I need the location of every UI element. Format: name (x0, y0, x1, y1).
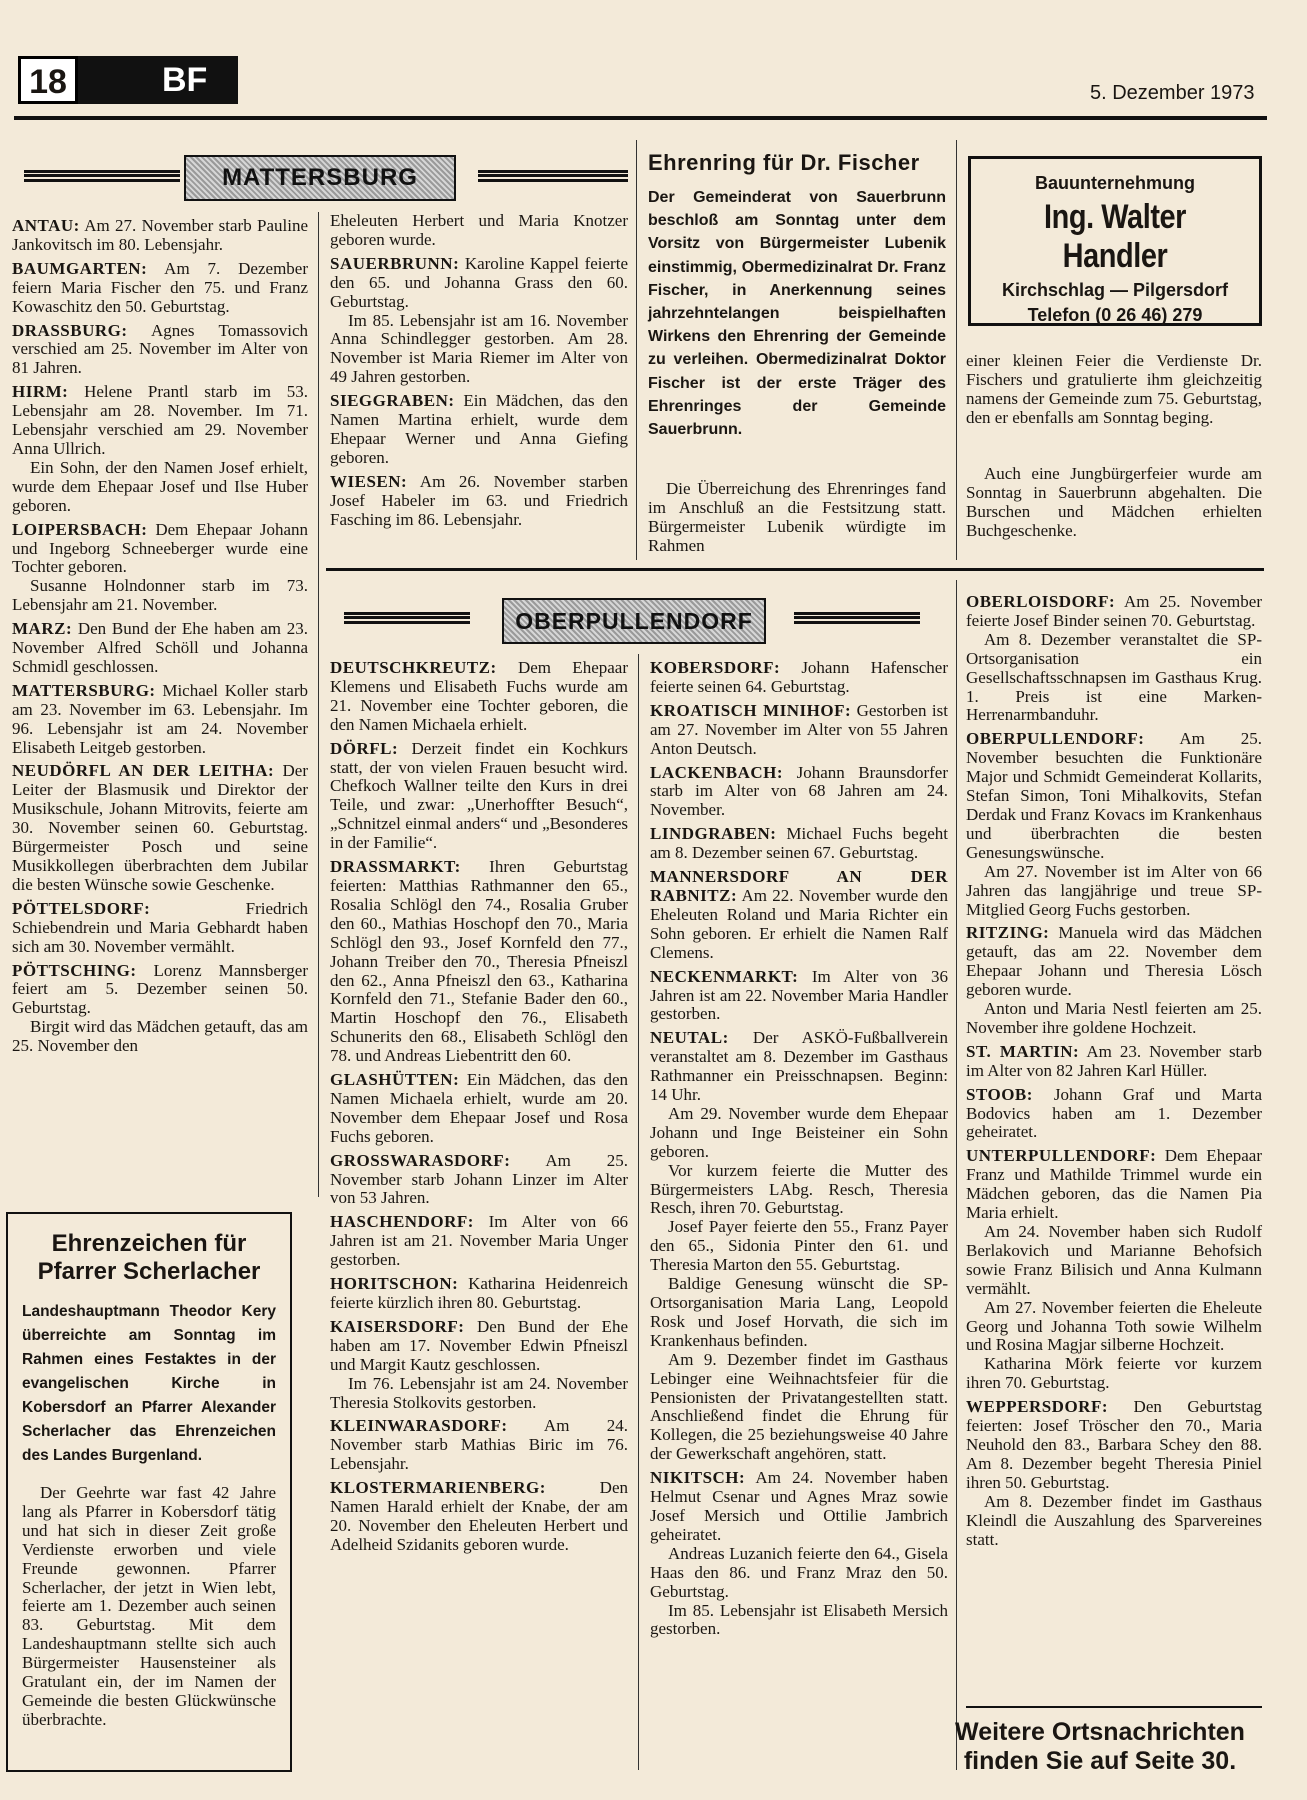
news-item (330, 1071, 628, 1147)
news-item (966, 1299, 1262, 1356)
news-item (966, 631, 1262, 726)
banner-lines-right (478, 170, 628, 182)
news-text: Am 24. November starb Mathias Biric im 76. Lebensjahr. (330, 1416, 628, 1474)
news-text: Helene Prantl starb im 53. Lebensjahr am 28. November. Im 71. Lebensjahr verschied am 29. November Anna Ullrich. (12, 382, 308, 458)
banner-lines-left (24, 170, 180, 182)
news-text: Im Alter von 66 Jahren ist am 21. November Maria Unger gestorben. (330, 1212, 628, 1270)
news-text: Im 85. Lebensjahr ist Elisabeth Mersich gestorben. (650, 1600, 948, 1639)
place-name: NIKITSCH: (650, 1468, 746, 1488)
news-text: Katharina Heidenreich feierte kürzlich ihren 80. Geburtstag. (330, 1274, 628, 1312)
place-name: MANNERSDORF AN DER RABNITZ: (650, 867, 948, 905)
place-name: ANTAU: (12, 216, 80, 235)
oberpullendorf-column-1 (330, 654, 628, 1555)
news-item (966, 1043, 1262, 1081)
section-banner-mattersburg: MATTERSBURG (184, 155, 456, 201)
news-item (966, 730, 1262, 862)
news-item (330, 1152, 628, 1209)
news-text: Ein Mädchen, das den Namen Michaela erhielt, wurde am 20. November dem Ehepaar Josef und Rosa Fuchs geboren. (330, 1070, 628, 1146)
section-label: BF (78, 56, 238, 104)
place-name: MARZ: (12, 619, 73, 639)
ad-phone: Telefon (0 26 46) 279 (1027, 305, 1203, 325)
place-name: SAUERBRUNN: (330, 253, 460, 273)
news-item (650, 968, 948, 1025)
more-news-note (950, 1718, 1250, 1776)
more-news-line-2: finden Sie auf Seite 30. (963, 1747, 1237, 1775)
news-item (330, 473, 628, 530)
page-number: 18 (18, 56, 78, 104)
news-item (330, 255, 628, 312)
news-text: Der ASKÖ-Fußballverein veranstaltet am 8. Dezember im Gasthaus Rathmanner ein Preisschnapsen. Beginn: 14 Uhr. (650, 1028, 948, 1105)
header-rule (14, 116, 1267, 120)
news-text: Am 25. November besuchten die Funktionäre Major und Schmidt Gemeinderat Kollarits, Stefan Simon, Toni Mihalkovits, Stefan Derdak und Franz Kovacs im Krankenhaus und überbrachten die besten Genesungswünsche. (966, 729, 1262, 862)
news-text: Im 76. Lebensjahr ist am 24. November Theresia Stolkovits gestorben. (330, 1373, 628, 1412)
column-rule (636, 140, 637, 560)
news-item (12, 260, 308, 317)
place-name: KOBERSDORF: (650, 658, 781, 677)
column-rule (956, 140, 957, 560)
ehrenring-continued-2: Auch eine Jungbürgerfeier wurde am Sonntag in Sauerbrunn abgehalten. Die Burschen und Mädchen erhielten Buchgeschenke. (966, 464, 1262, 540)
news-item (12, 762, 308, 894)
news-text: Johann Graf und Marta Bodovics haben am 1. Dezember geheiratet. (966, 1084, 1262, 1142)
news-item (330, 1318, 628, 1375)
news-text: Den Geburtstag feierten: Josef Tröscher den 70., Maria Neuhold den 83., Barbara Schey den 88. Am 8. Dezember begeht Theresia Piniel ihren 50. Geburtstag. (966, 1397, 1262, 1492)
ad-company-type: Bauunternehmung (1035, 173, 1195, 193)
column-rule (318, 212, 319, 1197)
news-item (966, 1147, 1262, 1223)
news-item (12, 1018, 308, 1056)
news-item (966, 1223, 1262, 1299)
news-text: Dem Ehepaar Klemens und Elisabeth Fuchs wurde am 21. November eine Tochter geboren, die den Namen Michaela erhielt. (330, 658, 628, 734)
news-text: Michael Fuchs begeht am 8. Dezember seinen 67. Geburtstag. (650, 824, 948, 863)
news-text: Susanne Holndonner starb im 73. Lebensjahr am 21. November. (12, 576, 308, 615)
news-item (650, 1105, 948, 1162)
news-item (966, 1355, 1262, 1393)
place-name: KROATISCH MINIHOF: (650, 700, 852, 720)
news-text: Den Bund der Ehe haben am 23. November Alfred Schöll und Johanna Schmidl geschlossen. (12, 619, 308, 676)
place-name: ST. MARTIN: (966, 1041, 1080, 1061)
mattersburg-column-2 (330, 212, 628, 530)
news-item (650, 764, 948, 821)
news-text: Lorenz Mannsberger feiert am 5. Dezember seinen 50. Geburtstag. (12, 960, 308, 1018)
news-text: Gestorben ist am 27. November im Alter von 55 Jahren Anton Deutsch. (650, 700, 948, 758)
news-text: Baldige Genesung wünscht die SP-Ortsorganisation Maria Lang, Leopold Rosk und Josef Horvath, die sich im Krankenhaus befinden. (650, 1274, 948, 1350)
footer-rule (966, 1706, 1262, 1708)
news-item (966, 1000, 1262, 1038)
news-text: Birgit wird das Mädchen getauft, das am 25. November den (12, 1017, 308, 1056)
news-item (330, 1479, 628, 1555)
news-item (966, 1398, 1262, 1493)
place-name: DRASSBURG: (12, 320, 128, 340)
news-item (12, 383, 308, 459)
news-text: Am 23. November starb im Alter von 82 Jahren Karl Hüller. (966, 1041, 1262, 1080)
place-name: OBERLOISDORF: (966, 592, 1116, 611)
news-text: Agnes Tomassovich verschied am 25. November im Alter von 81 Jahren. (12, 320, 308, 378)
place-name: NEUDÖRFL AN DER LEITHA: (12, 761, 275, 781)
place-name: STOOB: (966, 1084, 1033, 1104)
news-item (330, 740, 628, 853)
news-item (650, 1602, 948, 1640)
news-item (12, 577, 308, 615)
more-news-line-1: Weitere Ortsnachrichten (955, 1718, 1245, 1746)
ad-locations: Kirchschlag — Pilgersdorf (1001, 280, 1229, 300)
place-name: HASCHENDORF: (330, 1212, 474, 1232)
ehrenring-continued-1: einer kleinen Feier die Verdienste Dr. Fischers und gratulierte ihm gleichzeitig namens der Gemeinde zum 75. Geburtstag, den er ebenfalls am Sonntag beging. (966, 351, 1262, 427)
ehrenring-headline: Ehrenring für Dr. Fischer (648, 150, 920, 175)
news-text: Anton und Maria Nestl feierten am 25. November ihre goldene Hochzeit. (966, 999, 1262, 1037)
ehrenzeichen-box (6, 1212, 292, 1772)
news-text: Eheleuten Herbert und Maria Knotzer geboren wurde. (330, 211, 628, 249)
place-name: UNTERPULLENDORF: (966, 1146, 1157, 1166)
news-item (650, 1351, 948, 1464)
ehrenzeichen-headline-1: Ehrenzeichen für (51, 1230, 247, 1257)
place-name: DÖRFL: (330, 738, 399, 758)
news-item (330, 1213, 628, 1270)
news-item (12, 620, 308, 677)
news-text: Den Namen Harald erhielt der Knabe, der am 20. November den Eheleuten Herbert und Adelheid Szidanits geboren wurde. (330, 1478, 628, 1554)
news-item (330, 659, 628, 735)
place-name: KLEINWARASDORF: (330, 1416, 508, 1436)
news-item (330, 212, 628, 250)
news-text: Am 22. November wurde den Eheleuten Roland und Maria Richter ein Sohn geboren. Er erhielt die Namen Ralf Clemens. (650, 885, 948, 962)
news-text: Dem Ehepaar Johann und Ingeborg Schneeberger wurde eine Tochter geboren. (12, 519, 308, 577)
news-text: Manuela wird das Mädchen getauft, das am 22. November dem Ehepaar Johann und Theresia Lösch geboren wurde. (966, 923, 1262, 1000)
news-text: Am 25. November starb Johann Linzer im Alter von 53 Jahren. (330, 1150, 628, 1208)
place-name: NEUTAL: (650, 1028, 729, 1048)
place-name: PÖTTELSDORF: (12, 898, 151, 918)
news-text: Am 7. Dezember feiern Maria Fischer den 75. und Franz Kowaschitz den 50. Geburtstag. (12, 258, 308, 316)
news-item (966, 924, 1262, 1000)
news-text: Im Alter von 36 Jahren ist am 22. November Maria Handler gestorben. (650, 966, 948, 1024)
news-text: Am 29. November wurde dem Ehepaar Johann und Inge Beisteiner ein Sohn geboren. (650, 1103, 948, 1161)
news-item (330, 1275, 628, 1313)
news-item (650, 1218, 948, 1275)
news-text: Am 24. November haben sich Rudolf Berlakovich und Marianne Behofsich sowie Franz Bilisich und Anna Kulmann vermählt. (966, 1222, 1262, 1298)
news-item (330, 312, 628, 388)
news-item (330, 858, 628, 1066)
place-name: BAUMGARTEN: (12, 258, 148, 278)
news-text: Am 27. November feierten die Eheleute Georg und Johanna Toth sowie Wilhelm und Rosina Magjar silberne Hochzeit. (966, 1297, 1262, 1355)
news-text: Friedrich Schiebendrein und Maria Gebhardt haben sich am 30. November vermählt. (12, 898, 308, 956)
news-item (330, 1417, 628, 1474)
place-name: SIEGGRABEN: (330, 391, 455, 411)
news-text: Michael Koller starb am 23. November im 63. Lebensjahr. Im 96. Lebensjahr ist am 24. November Elisabeth Leitgeb gestorben. (12, 680, 308, 757)
place-name: LACKENBACH: (650, 762, 784, 782)
news-item (650, 1545, 948, 1602)
place-name: GROSSWARASDORF: (330, 1150, 511, 1170)
column-rule (956, 580, 957, 1770)
place-name: GLASHÜTTEN: (330, 1070, 460, 1090)
place-name: OBERPULLENDORF: (966, 729, 1145, 749)
news-item (12, 217, 308, 255)
news-item (650, 1162, 948, 1219)
place-name: HIRM: (12, 382, 69, 402)
ehrenzeichen-body: Der Geehrte war fast 42 Jahre lang als Pfarrer in Kobersdorf tätig und hat sich in dieser Zeit große Verdienste erworben und viele Freunde gewonnen. Pfarrer Scherlacher, der jetzt in Wien lebt, feierte am 1. Dezember auch seinen 83. Geburtstag. Mit dem Landeshauptmann stellte sich auch Bürgermeister Hausensteiner als Gratulant ein, der im Namen der Gemeinde die besten Glückwünsche überbrachte. (22, 1483, 276, 1729)
place-name: NECKENMARKT: (650, 966, 799, 986)
news-text: Ein Sohn, der den Namen Josef erhielt, wurde dem Ehepaar Josef und Ilse Huber geboren. (12, 457, 308, 515)
oberpullendorf-column-2 (650, 654, 948, 1639)
news-text: Der Leiter der Blasmusik und Direktor der Musikschule, Johann Mitrovits, feierte am 30. November seinen 60. Geburtstag. Bürgermeister Posch und seine Musikkollegen überbrachten dem Jubilar die besten Wünsche sowie Geschenke. (12, 761, 308, 894)
news-text: Karoline Kappel feierte den 65. und Johanna Grass den 60. Geburtstag. (330, 253, 628, 311)
news-item (966, 863, 1262, 920)
news-item (650, 825, 948, 863)
news-text: Am 27. November starb Pauline Jankovitsch im 80. Lebensjahr. (12, 216, 308, 254)
news-text: Am 26. November starben Josef Habeler im 63. und Friedrich Fasching im 86. Lebensjahr. (330, 471, 628, 529)
news-text: Am 9. Dezember findet im Gasthaus Lebinger eine Weihnachtsfeier für die Pensionisten der Privatangestellten statt. Anschließend findet die Ehrung für Kollegen, die 25 beziehungsweise 40 Jahre der Gewerkschaft angehören, statt. (650, 1349, 948, 1464)
news-text: Andreas Luzanich feierte den 64., Gisela Haas den 86. und Franz Mraz den 50. Geburtstag. (650, 1543, 948, 1601)
news-text: Am 25. November feierte Josef Binder seinen 70. Geburtstag. (966, 592, 1262, 630)
ehrenring-lead: Der Gemeinderat von Sauerbrunn beschloß am Sonntag unter dem Vorsitz von Bürgermeister Lubenik einstimmig, Obermedizinalrat Dr. Franz Fischer, in Anerkennung seines jahrzehntelangen beispielhaften Wirkens den Ehrenring der Gemeinde zu verleihen. Obermedizinalrat Doktor Fischer ist der erste Träger des Ehrenringes der Gemeinde Sauerbrunn. (648, 189, 946, 439)
section-rule (326, 568, 1264, 571)
section-banner-oberpullendorf: OBERPULLENDORF (502, 598, 766, 644)
news-text: Katharina Mörk feierte vor kurzem ihren 70. Geburtstag. (966, 1354, 1262, 1393)
issue-date: 5. Dezember 1973 (1090, 82, 1255, 104)
news-item (330, 1375, 628, 1413)
place-name: KLOSTERMARIENBERG: (330, 1478, 546, 1498)
news-text: Im 85. Lebensjahr ist am 16. November Anna Schindlegger gestorben. Am 28. November ist Maria Riemer im Alter von 49 Jahren gestorben. (330, 310, 628, 387)
news-item (966, 593, 1262, 631)
oberpullendorf-column-3 (966, 588, 1262, 1549)
place-name: KAISERSDORF: (330, 1316, 465, 1336)
news-item (966, 1493, 1262, 1550)
place-name: WIESEN: (330, 471, 408, 491)
ehrenzeichen-lead: Landeshauptmann Theodor Kery überreichte am Sonntag im Rahmen eines Festaktes in der evangelischen Kirche in Kobersdorf an Pfarrer Alexander Scherlacher das Ehrenzeichen des Landes Burgenland. (22, 1303, 276, 1464)
news-text: Am 27. November ist im Alter von 66 Jahren das langjährige und treue SP-Mitglied Georg Fuchs gestorben. (966, 861, 1262, 919)
news-item (12, 322, 308, 379)
news-text: Josef Payer feierte den 55., Franz Payer den 65., Sidonia Pinter den 61. und Theresia Marton den 55. Geburtstag. (650, 1217, 948, 1275)
news-item (12, 521, 308, 578)
news-item (12, 459, 308, 516)
news-text: Ein Mädchen, das den Namen Martina erhielt, wurde dem Ehepaar Werner und Anna Giefing geboren. (330, 391, 628, 467)
place-name: HORITSCHON: (330, 1274, 459, 1294)
banner-lines-right (794, 612, 920, 624)
place-name: LINDGRABEN: (650, 824, 777, 844)
place-name: LOIPERSBACH: (12, 519, 148, 539)
ad-company-name: Ing. Walter Handler (1044, 198, 1186, 275)
news-item (650, 1029, 948, 1105)
mattersburg-column-1 (12, 212, 308, 1056)
news-text: Am 24. November haben Helmut Csenar und Agnes Mraz sowie Josef Mersich und Ottilie Jambrich geheiratet. (650, 1468, 948, 1544)
news-text: Derzeit findet ein Kochkurs statt, der von vielen Frauen besucht wird. Chefkoch Wallner teilte den Kurs in drei Teile, und zwar: „Unerhoffter Besuch“, „Schnitzel einmal anders“ und „Besonderes in der Familie“. (330, 738, 628, 853)
news-text: Am 8. Dezember veranstaltet die SP-Ortsorganisation ein Gesellschaftsschnapsen im Gasthaus Krug. 1. Preis ist eine Marken-Herrenarmbanduhr. (966, 629, 1262, 725)
advertisement-box (968, 156, 1262, 326)
news-text: Vor kurzem feierte die Mutter des Bürgermeisters LAbg. Resch, Theresia Resch, ihren 70. Geburtstag. (650, 1160, 948, 1218)
news-text: Johann Hafenscher feierte seinen 64. Geburtstag. (650, 658, 948, 696)
news-text: Dem Ehepaar Franz und Mathilde Trimmel wurde ein Mädchen geboren, das die Namen Pia Maria erhielt. (966, 1146, 1262, 1223)
news-text: Den Bund der Ehe haben am 17. November Edwin Pfneiszl und Margit Kautz geschlossen. (330, 1316, 628, 1374)
place-name: WEPPERSDORF: (966, 1397, 1108, 1417)
place-name: PÖTTSCHING: (12, 960, 137, 980)
news-item (12, 682, 308, 758)
news-item (12, 962, 308, 1019)
news-item (330, 392, 628, 468)
news-item (650, 1275, 948, 1351)
place-name: MATTERSBURG: (12, 680, 156, 700)
news-text: Johann Braunsdorfer starb im Alter von 68 Jahren am 24. November. (650, 762, 948, 820)
news-text: Am 8. Dezember findet im Gasthaus Kleindl die Auszahlung des Sparvereines statt. (966, 1491, 1262, 1549)
place-name: RITZING: (966, 923, 1050, 943)
news-item (650, 702, 948, 759)
news-item (650, 868, 948, 963)
column-rule (638, 654, 639, 1770)
news-item (966, 1086, 1262, 1143)
place-name: DRASSMARKT: (330, 857, 461, 877)
banner-lines-left (344, 612, 470, 624)
news-text: Ihren Geburtstag feierten: Matthias Rathmanner den 65., Rosalia Schlögl den 74., Rosalia Gruber den 60., Mathias Hoschopf den 70., Maria Schlögl den 93., Josef Kornfeld den 77., Johann Treiber den 70., Theresia Pfneiszl den 62., Anna Pfneiszl den 63., Katharina Kornfeld den 71., Stefanie Bader den 60., Martin Hoschopf den 76., Elisabeth Schunerits den 68., Elisabeth Schlögl den 78. und Andreas Liebentritt den 60. (330, 857, 628, 1066)
news-item (650, 659, 948, 697)
place-name: DEUTSCHKREUTZ: (330, 658, 497, 677)
news-item (650, 1469, 948, 1545)
ehrenring-body: Die Überreichung des Ehrenringes fand im Anschluß an die Festsitzung statt. Bürgermeister Lubenik würdigte im Rahmen (648, 479, 946, 555)
news-item (12, 900, 308, 957)
ehrenzeichen-headline-2: Pfarrer Scherlacher (37, 1258, 261, 1285)
